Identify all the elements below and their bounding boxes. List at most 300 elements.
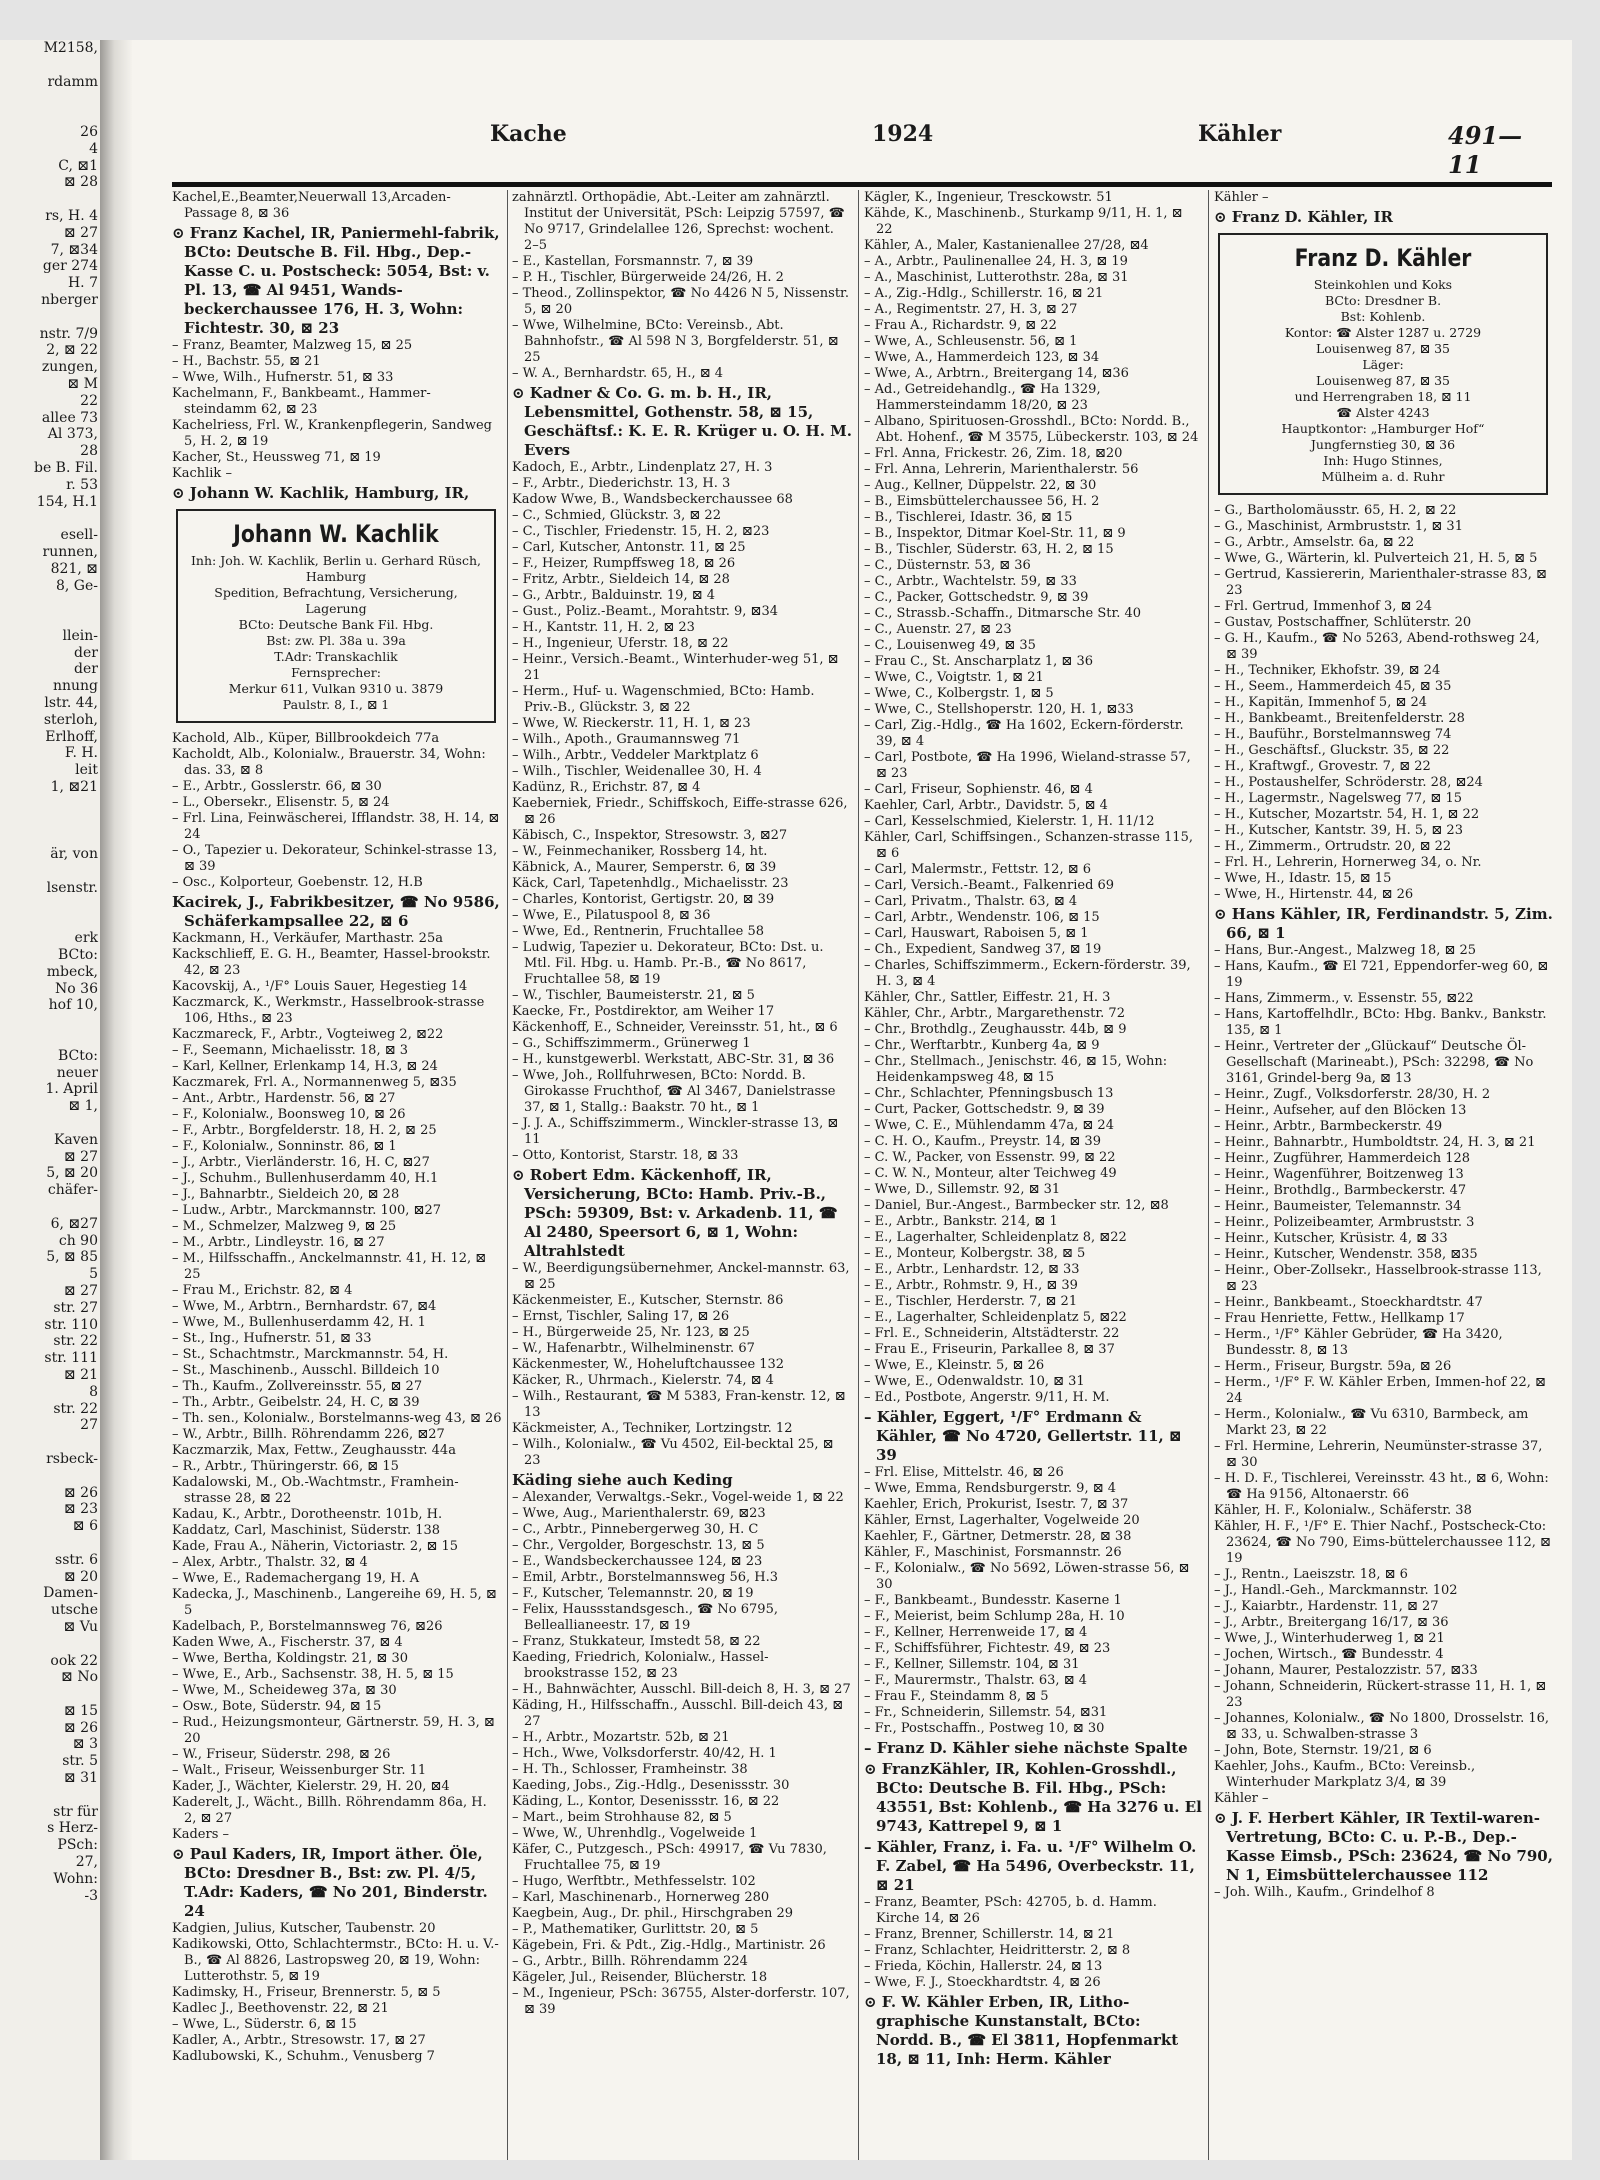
- prev-page-line: lsenstr.: [46, 879, 98, 896]
- prev-page-line: 5, ⊠ 20: [46, 1165, 98, 1182]
- directory-entry: Kaczmarek, Frl. A., Normannenweg 5, ⊠35: [172, 1075, 457, 1090]
- directory-entry: – Frl. Anna, Frickestr. 26, Zim. 18, ⊠20: [864, 446, 1123, 461]
- directory-entry: – Gust., Poliz.-Beamt., Morahtstr. 9, ⊠34: [512, 604, 778, 619]
- prev-page-line: ⊠ Vu: [63, 1618, 98, 1635]
- prev-page-line: 1. April: [45, 1081, 98, 1098]
- column-divider: [507, 190, 508, 2160]
- directory-entry: – Ad., Getreidehandlg., ☎ Ha 1329, Hammersteindamm 18/20, ⊠ 23: [864, 382, 1101, 413]
- directory-entry: – Wwe, W. Rieckerstr. 11, H. 1, ⊠ 23: [512, 716, 751, 731]
- advertisement-title: Franz D. Kähler: [1294, 244, 1472, 272]
- directory-entry: – Heinr., Baumeister, Telemannstr. 34: [1214, 1199, 1462, 1214]
- directory-entry: – J., Handl.-Geh., Marckmannstr. 102: [1214, 1583, 1458, 1598]
- directory-entry: – Heinr., Aufseher, auf den Blöcken 13: [1214, 1103, 1467, 1118]
- header-right-keyword: Kähler: [1198, 121, 1282, 147]
- prev-page-line: [0, 1787, 100, 1804]
- directory-entry: – Wwe, Ed., Rentnerin, Fruchtallee 58: [512, 924, 765, 939]
- directory-entry: – Wwe, A., Hammerdeich 123, ⊠ 34: [864, 350, 1100, 365]
- advertisement-line: ☎ Alster 4243: [1336, 405, 1430, 420]
- directory-entry: – Wilh., Kolonialw., ☎ Vu 4502, Eil-becktal 25, ⊠ 23: [512, 1437, 834, 1468]
- directory-entry: Kaddatz, Carl, Maschinist, Süderstr. 138: [172, 1523, 441, 1538]
- directory-entry: Käckenmeister, E., Kutscher, Sternstr. 86: [512, 1293, 784, 1308]
- directory-entry: – Walt., Friseur, Weissenburger Str. 11: [172, 1763, 427, 1778]
- prev-page-line: Damen-: [43, 1585, 98, 1602]
- directory-entry: – Carl, Friseur, Sophienstr. 46, ⊠ 4: [864, 782, 1093, 797]
- prev-page-line: llein-: [62, 627, 98, 644]
- directory-entry: – E., Arbtr., Rohmstr. 9, H., ⊠ 39: [864, 1278, 1078, 1293]
- directory-entry: Kägebein, Fri. & Pdt., Zig.-Hdlg., Martinistr. 26: [512, 1938, 826, 1953]
- directory-entry: – John, Bote, Sternstr. 19/21, ⊠ 6: [1214, 1743, 1432, 1758]
- directory-entry: – Heinr., Versich.-Beamt., Winterhuder-weg 51, ⊠ 21: [512, 652, 839, 683]
- prev-page-line: [0, 1434, 100, 1451]
- directory-entry: – Johann, Schneiderin, Rückert-strasse 11, H. 1, ⊠ 23: [1214, 1679, 1547, 1710]
- directory-entry: Kaehler, F., Gärtner, Detmerstr. 28, ⊠ 38: [864, 1529, 1132, 1544]
- directory-entry: – Chr., Brothdlg., Zeughausstr. 44b, ⊠ 9: [864, 1022, 1127, 1037]
- prev-page-line: [0, 1636, 100, 1653]
- directory-entry: – F., Kolonialw., ☎ No 5692, Löwen-strasse 56, ⊠ 30: [864, 1561, 1190, 1592]
- directory-entry: Kadalowski, M., Ob.-Wachtmstr., Framhein-strasse 28, ⊠ 22: [172, 1475, 459, 1506]
- directory-entry: – Wwe, H., Hirtenstr. 44, ⊠ 26: [1214, 887, 1414, 902]
- prev-page-line: ⊠ 27: [64, 1282, 98, 1299]
- directory-entry: – Jochen, Wirtsch., ☎ Bundesstr. 4: [1214, 1647, 1444, 1662]
- directory-entry: – Osw., Bote, Süderstr. 94, ⊠ 15: [172, 1699, 382, 1714]
- directory-entry: Kaczmarck, K., Werkmstr., Hasselbrook-strasse 106, Hths., ⊠ 23: [172, 995, 485, 1026]
- prev-page-line: [0, 913, 100, 930]
- prev-page-line: 27: [80, 1417, 98, 1434]
- advertisement-line: Paulstr. 8, I., ⊠ 1: [282, 697, 390, 712]
- directory-entry: – Carl, Kesselschmied, Kielerstr. 1, H. 11/12: [864, 814, 1155, 829]
- directory-entry: Kadler, A., Arbtr., Stresowstr. 17, ⊠ 27: [172, 2033, 426, 2048]
- prev-page-line: C, ⊠1: [58, 157, 98, 174]
- directory-entry: – Heinr., Zugführer, Hammerdeich 128: [1214, 1151, 1471, 1166]
- directory-entry-featured: ⊙ Kadner & Co. G. m. b. H., IR, Lebensmittel, Gothenstr. 58, ⊠ 15, Geschäftsf.: K. E. R. Krüger u. O. H. M. Evers: [512, 384, 852, 459]
- directory-entry: – Heinr., Ober-Zollsekr., Hasselbrook-strasse 113, ⊠ 23: [1214, 1263, 1542, 1294]
- directory-entry: – Herm., Friseur, Burgstr. 59a, ⊠ 26: [1214, 1359, 1452, 1374]
- column-3: [864, 190, 1202, 2180]
- prev-page-line: ⊠ 21: [64, 1366, 98, 1383]
- prev-page-line: allee 73: [41, 409, 98, 426]
- directory-entry: – Heinr., Wagenführer, Boitzenweg 13: [1214, 1167, 1464, 1182]
- directory-entry: Kähler, H. F., ¹/F° E. Thier Nachf., Postscheck-Cto: 23624, ☎ No 790, Eims-büttelerchaussee 112, ⊠ 19: [1214, 1519, 1551, 1566]
- prev-page-line: nstr. 7/9: [39, 325, 98, 342]
- prev-page-line: rs, H. 4: [45, 207, 98, 224]
- prev-page-line: ch 90: [58, 1232, 98, 1249]
- directory-entry: – Wwe, Joh., Rollfuhrwesen, BCto: Nordd. B. Girokasse Fruchthof, ☎ Al 3467, Danielstrasse 37, ⊠ 1, Stallg.: Baakstr. 70 ht., ⊠ 1: [512, 1068, 836, 1115]
- advertisement-line: BCto: Deutsche Bank Fil. Hbg.: [238, 617, 434, 632]
- prev-page-line: ⊠ 27: [64, 224, 98, 241]
- prev-page-line: ⊠ 20: [64, 1568, 98, 1585]
- directory-entry: – Frl. Lina, Feinwäscherei, Ifflandstr. 38, H. 14, ⊠ 24: [172, 811, 500, 842]
- directory-entry: Kackschlieff, E. G. H., Beamter, Hassel-brookstr. 42, ⊠ 23: [172, 947, 491, 978]
- directory-entry: – H., Bauführ., Borstelmannsweg 74: [1214, 727, 1452, 742]
- directory-entry: – H., Kraftwgf., Grovestr. 7, ⊠ 22: [1214, 759, 1431, 774]
- prev-page-line: [0, 107, 100, 124]
- prev-page-line: nberger: [41, 291, 98, 308]
- directory-entry: – Frau A., Richardstr. 9, ⊠ 22: [864, 318, 1057, 333]
- directory-entry: – Wwe, D., Sillemstr. 92, ⊠ 31: [864, 1182, 1061, 1197]
- directory-entry: – F., Kolonialw., Boonsweg 10, ⊠ 26: [172, 1107, 406, 1122]
- directory-entry: Kähler, Chr., Arbtr., Margarethenstr. 72: [864, 1006, 1125, 1021]
- directory-entry: – Karl, Kellner, Erlenkamp 14, H.3, ⊠ 24: [172, 1059, 438, 1074]
- directory-entry: – Carl, Privatm., Thalstr. 63, ⊠ 4: [864, 894, 1078, 909]
- prev-page-line: Wohn:: [53, 1870, 98, 1887]
- directory-entry: – H. D. F., Tischlerei, Vereinsstr. 43 ht., ⊠ 6, Wohn: ☎ Ha 9156, Altonaerstr. 66: [1214, 1471, 1549, 1502]
- prev-page-line: [0, 1014, 100, 1031]
- prev-page-line: str. 27: [53, 1299, 98, 1316]
- directory-entry: zahnärztl. Orthopädie, Abt.-Leiter am zahnärztl. Institut der Universität, PSch: Leipzig 57597, ☎ No 9717, Grindelallee 126, Sprechst: wochent. 2–5: [512, 190, 845, 253]
- directory-entry: Kähler, F., Maschinist, Forsmannstr. 26: [864, 1545, 1122, 1560]
- directory-entry: – H., Zimmerm., Ortrudstr. 20, ⊠ 22: [1214, 839, 1452, 854]
- directory-entry: Kägler, K., Ingenieur, Tresckowstr. 51: [864, 190, 1113, 205]
- prev-page-line: [0, 1686, 100, 1703]
- advertisement-line: Inh: Joh. W. Kachlik, Berlin u. Gerhard Rüsch, Hamburg: [190, 553, 481, 584]
- directory-entry: Kaeding, Friedrich, Kolonialw., Hassel-brookstrasse 152, ⊠ 23: [512, 1650, 769, 1681]
- directory-entry: – P. H., Tischler, Bürgerweide 24/26, H. 2: [512, 270, 784, 285]
- directory-entry-featured: ⊙ Paul Kaders, IR, Import äther. Öle, BCto: Dresdner B., Bst: zw. Pl. 4/5, T.Adr: Kaders, ☎ No 201, Binderstr. 24: [172, 1845, 488, 1920]
- directory-entry: – H., Postaushelfer, Schröderstr. 28, ⊠24: [1214, 775, 1483, 790]
- directory-entry: – E., Arbtr., Lenhardstr. 12, ⊠ 33: [864, 1262, 1080, 1277]
- directory-entry: Kachelmann, F., Bankbeamt., Hammer-steindamm 62, ⊠ 23: [172, 386, 431, 417]
- directory-entry: – Theod., Zollinspektor, ☎ No 4426 N 5, Nissenstr. 5, ⊠ 20: [512, 286, 849, 317]
- directory-entry: – Wwe, Aug., Marienthalerstr. 69, ⊠23: [512, 1506, 766, 1521]
- directory-entry: – Wilh., Arbtr., Veddeler Marktplatz 6: [512, 748, 759, 763]
- prev-page-line: 7, ⊠34: [50, 241, 98, 258]
- prev-page-line: der: [74, 661, 98, 678]
- prev-page-line: ⊠ 27: [64, 1148, 98, 1165]
- directory-entry: – Hugo, Werftbtr., Methfesselstr. 102: [512, 1874, 756, 1889]
- directory-entry: – Ed., Postbote, Angerstr. 9/11, H. M.: [864, 1390, 1110, 1405]
- directory-entry: Kaden Wwe, A., Fischerstr. 37, ⊠ 4: [172, 1635, 403, 1650]
- directory-entry: – B., Tischlerei, Idastr. 36, ⊠ 15: [864, 510, 1073, 525]
- advertisement-line: BCto: Dresdner B.: [1324, 293, 1442, 308]
- directory-entry: Käckenmester, W., Hoheluftchaussee 132: [512, 1357, 785, 1372]
- directory-entry: – Chr., Schlachter, Pfenningsbusch 13: [864, 1086, 1114, 1101]
- prev-page-line: är, von: [50, 846, 98, 863]
- directory-entry: – C., Auenstr. 27, ⊠ 23: [864, 622, 1012, 637]
- directory-entry: – Johannes, Kolonialw., ☎ No 1800, Drosselstr. 16, ⊠ 33, u. Schwalben-strasse 3: [1214, 1711, 1550, 1742]
- prev-page-line: BCto:: [57, 1047, 98, 1064]
- prev-page-line: nnung: [52, 678, 98, 695]
- prev-page-line: str für: [53, 1803, 98, 1820]
- directory-entry: – W., Tischler, Baumeisterstr. 21, ⊠ 5: [512, 988, 755, 1003]
- directory-entry: – H., Kutscher, Mozartstr. 54, H. 1, ⊠ 22: [1214, 807, 1480, 822]
- directory-entry: – C. W., Packer, von Essenstr. 99, ⊠ 22: [864, 1150, 1116, 1165]
- directory-entry: Kadlubowski, K., Schuhm., Venusberg 7: [172, 2049, 435, 2064]
- column-2: [512, 190, 852, 2180]
- directory-entry: Kadimsky, H., Friseur, Brennerstr. 5, ⊠ 5: [172, 1985, 441, 2000]
- prev-page-line: ⊠ 26: [64, 1484, 98, 1501]
- directory-entry: – Franz, Brenner, Schillerstr. 14, ⊠ 21: [864, 1927, 1115, 1942]
- directory-entry: – Wwe, E., Kleinstr. 5, ⊠ 26: [864, 1358, 1045, 1373]
- directory-entry: – Chr., Stellmach., Jenischstr. 46, ⊠ 15, Wohn: Heidenkampsweg 48, ⊠ 15: [864, 1054, 1168, 1085]
- directory-entry: – Heinr., Polizeibeamter, Armbruststr. 3: [1214, 1215, 1475, 1230]
- directory-entry: – Franz, Stukkateur, Imstedt 58, ⊠ 22: [512, 1634, 761, 1649]
- directory-entry: Kaders –: [172, 1827, 229, 1842]
- directory-entry: Kaeding, Jobs., Zig.-Hdlg., Desenissstr. 30: [512, 1778, 790, 1793]
- directory-entry: – Heinr., Kutscher, Krüsistr. 4, ⊠ 33: [1214, 1231, 1448, 1246]
- prev-page-line: ⊠ 15: [64, 1702, 98, 1719]
- prev-page-line: hof 10,: [48, 997, 98, 1014]
- directory-entry: – Wwe, C., Voigtstr. 1, ⊠ 21: [864, 670, 1044, 685]
- directory-entry: – A., Zig.-Hdlg., Schillerstr. 16, ⊠ 21: [864, 286, 1104, 301]
- directory-entry: – A., Maschinist, Lutterothstr. 28a, ⊠ 31: [864, 270, 1129, 285]
- directory-entry: – H., Seem., Hammerdeich 45, ⊠ 35: [1214, 679, 1452, 694]
- directory-entry: – Th. sen., Kolonialw., Borstelmanns-weg 43, ⊠ 26: [172, 1411, 502, 1426]
- prev-page-line: BCto:: [57, 947, 98, 964]
- column-divider: [1208, 190, 1209, 2160]
- directory-entry: – Heinr., Bankbeamt., Stoeckhardtstr. 47: [1214, 1295, 1483, 1310]
- directory-entry: Käfer, C., Putzgesch., PSch: 49917, ☎ Vu 7830, Fruchtallee 75, ⊠ 19: [512, 1842, 827, 1873]
- directory-entry-featured: – Kähler, Eggert, ¹/F° Erdmann & Kähler, ☎ No 4720, Gellertstr. 11, ⊠ 39: [864, 1408, 1182, 1464]
- directory-entry: – Th., Kaufm., Zollvereinsstr. 55, ⊠ 27: [172, 1379, 423, 1394]
- directory-entry: – Emil, Arbtr., Borstelmannsweg 56, H.3: [512, 1570, 779, 1585]
- directory-entry: – Wwe, Wilh., Hufnerstr. 51, ⊠ 33: [172, 370, 394, 385]
- directory-entry: – Felix, Haussstandsgesch., ☎ No 6795, Belleallianeestr. 17, ⊠ 19: [512, 1602, 778, 1633]
- advertisement-line: Louisenweg 87, ⊠ 35: [1315, 341, 1450, 356]
- prev-page-line: str. 22: [53, 1400, 98, 1417]
- directory-entry: – H., Kantstr. 11, H. 2, ⊠ 23: [512, 620, 695, 635]
- directory-entry: – F., Schiffsführer, Fichtestr. 49, ⊠ 23: [864, 1641, 1111, 1656]
- directory-entry: – Frl. Elise, Mittelstr. 46, ⊠ 26: [864, 1465, 1064, 1480]
- prev-page-line: runnen,: [42, 543, 98, 560]
- directory-entry: – Wwe, Emma, Rendsburgerstr. 9, ⊠ 4: [864, 1481, 1117, 1496]
- advertisement-line: Läger:: [1362, 357, 1404, 372]
- previous-page-sliver: [0, 40, 102, 2160]
- directory-entry: – H., Ingenieur, Uferstr. 18, ⊠ 22: [512, 636, 729, 651]
- directory-entry: – Carl, Postbote, ☎ Ha 1996, Wieland-strasse 57, ⊠ 23: [864, 750, 1191, 781]
- directory-entry: – F., Meierist, beim Schlump 28a, H. 10: [864, 1609, 1125, 1624]
- directory-entry: – Daniel, Bur.-Angest., Barmbecker str. 12, ⊠8: [864, 1198, 1169, 1213]
- prev-page-line: erk: [74, 930, 98, 947]
- directory-entry: – Franz, Beamter, Malzweg 15, ⊠ 25: [172, 338, 413, 353]
- directory-entry: Kachel,E.,Beamter,Neuerwall 13,Arcaden-Passage 8, ⊠ 36: [172, 190, 451, 221]
- directory-entry: – E., Tischler, Herderstr. 7, ⊠ 21: [864, 1294, 1078, 1309]
- directory-entry: Kähler, A., Maler, Kastanienallee 27/28, ⊠4: [864, 238, 1149, 253]
- directory-entry: – E., Lagerhalter, Schleidenplatz 5, ⊠22: [864, 1310, 1127, 1325]
- advertisement-line: Hauptkontor: „Hamburger Hof“: [1281, 421, 1485, 436]
- directory-entry: – Wwe, E., Odenwaldstr. 10, ⊠ 31: [864, 1374, 1085, 1389]
- directory-entry: – F., Kellner, Sillemstr. 104, ⊠ 31: [864, 1657, 1080, 1672]
- advertisement-line: Steinkohlen und Koks: [1313, 277, 1453, 292]
- prev-page-line: [0, 510, 100, 527]
- directory-entry: – Johann, Maurer, Pestalozzistr. 57, ⊠33: [1214, 1663, 1478, 1678]
- directory-entry: Kaehler, Johs., Kaufm., BCto: Vereinsb., Winterhuder Markplatz 3/4, ⊠ 39: [1214, 1759, 1476, 1790]
- directory-entry: Kadau, K., Arbtr., Dorotheenstr. 101b, H.: [172, 1507, 443, 1522]
- directory-entry: Kader, J., Wächter, Kielerstr. 29, H. 20, ⊠4: [172, 1779, 450, 1794]
- directory-entry: – J., Bahnarbtr., Sieldeich 20, ⊠ 28: [172, 1187, 400, 1202]
- directory-entry: – E., Monteur, Kolbergstr. 38, ⊠ 5: [864, 1246, 1086, 1261]
- directory-entry: – J. J. A., Schiffszimmerm., Winckler-strasse 13, ⊠ 11: [512, 1116, 839, 1147]
- directory-entry: – Mart., beim Strohhause 82, ⊠ 5: [512, 1810, 732, 1825]
- directory-entry: Kacher, St., Heussweg 71, ⊠ 19: [172, 450, 381, 465]
- prev-page-line: r. 53: [66, 476, 98, 493]
- directory-entry-featured: ⊙ J. F. Herbert Kähler, IR Textil-waren-Vertretung, BCto: C. u. P.-B., Dep.-Kasse Eimsb., PSch: 23624, ☎ No 790, N 1, Eimsbüttelerchaussee 112: [1214, 1809, 1553, 1884]
- directory-entry: – C. H. O., Kaufm., Preystr. 14, ⊠ 39: [864, 1134, 1101, 1149]
- directory-entry: – G., Bartholomäusstr. 65, H. 2, ⊠ 22: [1214, 503, 1457, 518]
- running-header: [182, 115, 1552, 179]
- directory-entry: – E., Arbtr., Bankstr. 214, ⊠ 1: [864, 1214, 1058, 1229]
- advertisement-line: Mülheim a. d. Ruhr: [1321, 469, 1445, 484]
- directory-entry: – Frau C., St. Anscharplatz 1, ⊠ 36: [864, 654, 1093, 669]
- directory-entry: Käding, L., Kontor, Desenissstr. 16, ⊠ 22: [512, 1794, 780, 1809]
- directory-entry: – Curt, Packer, Gottschedstr. 9, ⊠ 39: [864, 1102, 1105, 1117]
- directory-entry: – W., Beerdigungsübernehmer, Anckel-mannstr. 63, ⊠ 25: [512, 1261, 850, 1292]
- prev-page-line: ook 22: [50, 1652, 98, 1669]
- directory-entry: – E., Kastellan, Forsmannstr. 7, ⊠ 39: [512, 254, 754, 269]
- prev-page-line: lstr. 44,: [44, 695, 98, 712]
- prev-page-line: ⊠ 28: [64, 174, 98, 191]
- advertisement-box: [1218, 233, 1548, 495]
- directory-entry: – Hans, Zimmerm., v. Essenstr. 55, ⊠22: [1214, 991, 1474, 1006]
- prev-page-line: ⊠ 23: [64, 1501, 98, 1518]
- prev-page-line: 4: [89, 140, 98, 157]
- directory-entry: – C., Louisenweg 49, ⊠ 35: [864, 638, 1036, 653]
- directory-entry: – Wwe, E., Arb., Sachsenstr. 38, H. 5, ⊠ 15: [172, 1667, 454, 1682]
- directory-entry: – Carl, Hauswart, Raboisen 5, ⊠ 1: [864, 926, 1089, 941]
- directory-entry: – Wwe, C., Kolbergstr. 1, ⊠ 5: [864, 686, 1054, 701]
- directory-entry: – Hans, Kaufm., ☎ El 721, Eppendorfer-weg 60, ⊠ 19: [1214, 959, 1549, 990]
- directory-entry: Kadecka, J., Maschinenb., Langereihe 69, H. 5, ⊠ 5: [172, 1587, 497, 1618]
- directory-entry: – Wilh., Apoth., Graumannsweg 71: [512, 732, 741, 747]
- directory-entry: – Fr., Postschaffn., Postweg 10, ⊠ 30: [864, 1721, 1105, 1736]
- directory-entry: – Wilh., Tischler, Weidenallee 30, H. 4: [512, 764, 762, 779]
- directory-entry: – Charles, Kontorist, Gertigstr. 20, ⊠ 39: [512, 892, 775, 907]
- directory-entry: – E., Wandsbeckerchaussee 124, ⊠ 23: [512, 1554, 763, 1569]
- prev-page-line: [0, 57, 100, 74]
- directory-entry: Kade, Frau A., Näherin, Victoriastr. 2, ⊠ 15: [172, 1539, 459, 1554]
- directory-entry: – Wwe, W., Uhrenhdlg., Vogelweide 1: [512, 1826, 758, 1841]
- directory-entry: – Fr., Schneiderin, Sillemstr. 54, ⊠31: [864, 1705, 1108, 1720]
- advertisement-line: Merkur 611, Vulkan 9310 u. 3879: [228, 681, 444, 696]
- directory-entry: – A., Regimentstr. 27, H. 3, ⊠ 27: [864, 302, 1078, 317]
- prev-page-line: 22: [80, 392, 98, 409]
- directory-entry: – Hch., Wwe, Volksdorferstr. 40/42, H. 1: [512, 1746, 777, 1761]
- directory-entry: – B., Inspektor, Ditmar Koel-Str. 11, ⊠ 9: [864, 526, 1126, 541]
- prev-page-line: chäfer-: [47, 1182, 98, 1199]
- directory-entry: – St., Schachtmstr., Marckmannstr. 54, H.: [172, 1347, 449, 1362]
- directory-entry: – M., Hilfsschaffn., Anckelmannstr. 41, H. 12, ⊠ 25: [172, 1251, 487, 1282]
- prev-page-line: [0, 863, 100, 880]
- page-number: 491—11: [1448, 121, 1523, 179]
- directory-entry: – H., Kutscher, Kantstr. 39, H. 5, ⊠ 23: [1214, 823, 1463, 838]
- advertisement-line: Spedition, Befrachtung, Versicherung, Lagerung: [214, 585, 458, 616]
- directory-entry: – Wwe, M., Bullenhuserdamm 42, H. 1: [172, 1315, 426, 1330]
- advertisement-title: Johann W. Kachlik: [233, 520, 439, 548]
- directory-entry: Käcker, R., Uhrmach., Kielerstr. 74, ⊠ 4: [512, 1373, 774, 1388]
- prev-page-line: 5, ⊠ 85: [46, 1249, 98, 1266]
- directory-entry: – Wwe, C. E., Mühlendamm 47a, ⊠ 24: [864, 1118, 1114, 1133]
- directory-entry: – H., Bankbeamt., Breitenfelderstr. 28: [1214, 711, 1465, 726]
- prev-page-line: [0, 1199, 100, 1216]
- directory-entry-featured: ⊙ F. W. Kähler Erben, IR, Litho-graphische Kunstanstalt, BCto: Nordd. B., ☎ El 3811, Hopfenmarkt 18, ⊠ 11, Inh: Herm. Kähler: [864, 1993, 1179, 2068]
- directory-entry: – Wwe, Bertha, Koldingstr. 21, ⊠ 30: [172, 1651, 408, 1666]
- directory-entry: Kähler –: [1214, 190, 1269, 205]
- directory-entry: Kaczmarzik, Max, Fettw., Zeughausstr. 44a: [172, 1443, 456, 1458]
- directory-entry: Kähler –: [1214, 1791, 1269, 1806]
- directory-entry: Kacovskij, A., ¹/F° Louis Sauer, Hegestieg 14: [172, 979, 468, 994]
- directory-entry: Kachold, Alb., Küper, Billbrookdeich 77a: [172, 731, 440, 746]
- prev-page-line: 2, ⊠ 22: [46, 342, 98, 359]
- header-year: 1924: [872, 121, 934, 147]
- directory-entry: – Osc., Kolporteur, Goebenstr. 12, H.B: [172, 875, 423, 890]
- prev-page-line: 821, ⊠: [50, 560, 98, 577]
- prev-page-line: [0, 829, 100, 846]
- prev-page-line: s Herz-: [47, 1820, 98, 1837]
- prev-page-line: [0, 191, 100, 208]
- directory-entry: – C., Packer, Gottschedstr. 9, ⊠ 39: [864, 590, 1089, 605]
- prev-page-line: 28: [80, 443, 98, 460]
- directory-entry: – H., Geschäftsf., Gluckstr. 35, ⊠ 22: [1214, 743, 1450, 758]
- directory-entry: – Hans, Bur.-Angest., Malzweg 18, ⊠ 25: [1214, 943, 1477, 958]
- directory-entry-featured: – Kähler, Franz, i. Fa. u. ¹/F° Wilhelm O. F. Zabel, ☎ Ha 5496, Overbeckstr. 11, ⊠ 21: [864, 1838, 1197, 1894]
- prev-page-line: 27,: [75, 1854, 98, 1871]
- directory-entry: Kaderelt, J., Wächt., Billh. Röhrendamm 86a, H. 2, ⊠ 27: [172, 1795, 487, 1826]
- prev-page-line: [0, 1468, 100, 1485]
- directory-entry: – C., Strassb.-Schaffn., Ditmarsche Str. 40: [864, 606, 1142, 621]
- advertisement-line: Bst: zw. Pl. 38a u. 39a: [266, 633, 406, 648]
- directory-entry: – Wwe, A., Schleusenstr. 56, ⊠ 1: [864, 334, 1078, 349]
- directory-entry: – Carl, Zig.-Hdlg., ☎ Ha 1602, Eckern-förderstr. 39, ⊠ 4: [864, 718, 1184, 749]
- directory-entry: – Heinr., Zugf., Volksdorferstr. 28/30, H. 2: [1214, 1087, 1491, 1102]
- directory-entry: – H. Th., Schlosser, Framheinstr. 38: [512, 1762, 748, 1777]
- directory-entry: Käckenhoff, E., Schneider, Vereinsstr. 51, ht., ⊠ 6: [512, 1020, 838, 1035]
- directory-entry: – Carl, Versich.-Beamt., Falkenried 69: [864, 878, 1115, 893]
- prev-page-line: No 36: [55, 980, 98, 997]
- directory-entry: Kadoch, E., Arbtr., Lindenplatz 27, H. 3: [512, 460, 773, 475]
- directory-entry: – Charles, Schiffszimmerm., Eckern-förderstr. 39, H. 3, ⊠ 4: [864, 958, 1191, 989]
- directory-entry: – Otto, Kontorist, Starstr. 18, ⊠ 33: [512, 1148, 739, 1163]
- prev-page-line: [0, 813, 100, 830]
- directory-entry: – H., Lagermstr., Nagelsweg 77, ⊠ 15: [1214, 791, 1463, 806]
- directory-entry: – E., Lagerhalter, Schleidenplatz 8, ⊠22: [864, 1230, 1127, 1245]
- directory-entry: – F., Kellner, Herrenweide 17, ⊠ 4: [864, 1625, 1088, 1640]
- directory-entry: – Frau E., Friseurin, Parkallee 8, ⊠ 37: [864, 1342, 1115, 1357]
- prev-page-line: ⊠ M: [67, 375, 98, 392]
- directory-entry: – H., kunstgewerbl. Werkstatt, ABC-Str. 31, ⊠ 36: [512, 1052, 835, 1067]
- directory-entry: Kaeberniek, Friedr., Schiffskoch, Eiffe-strasse 626, ⊠ 26: [512, 796, 848, 827]
- prev-page-line: [0, 1115, 100, 1132]
- directory-entry: – H., Bahnwächter, Ausschl. Bill-deich 8, H. 3, ⊠ 27: [512, 1682, 851, 1697]
- directory-entry: – F., Maurermstr., Thalstr. 63, ⊠ 4: [864, 1673, 1087, 1688]
- directory-entry: – Ludwig, Tapezier u. Dekorateur, BCto: Dst. u. Mtl. Fil. Hbg. u. Hamb. Pr.-B., ☎ No 8617, Fruchtallee 58, ⊠ 19: [512, 940, 824, 987]
- directory-entry: – Wwe, C., Stellshoperstr. 120, H. 1, ⊠33: [864, 702, 1134, 717]
- directory-entry: – H., Techniker, Ekhofstr. 39, ⊠ 24: [1214, 663, 1441, 678]
- directory-entry-featured: Käding siehe auch Keding: [512, 1471, 733, 1489]
- directory-entry: – Franz, Beamter, PSch: 42705, b. d. Hamm. Kirche 14, ⊠ 26: [864, 1895, 1157, 1926]
- directory-entry: – St., Maschinenb., Ausschl. Billdeich 10: [172, 1363, 440, 1378]
- directory-entry: – B., Tischler, Süderstr. 63, H. 2, ⊠ 15: [864, 542, 1114, 557]
- directory-entry: – Carl, Arbtr., Wendenstr. 106, ⊠ 15: [864, 910, 1100, 925]
- directory-entry: – Franz, Schlachter, Heidritterstr. 2, ⊠ 8: [864, 1943, 1131, 1958]
- directory-entry: Kähler, Carl, Schiffsingen., Schanzen-strasse 115, ⊠ 6: [864, 830, 1193, 861]
- prev-page-line: utsche: [51, 1602, 98, 1619]
- directory-entry: – J., Rentn., Laeiszstr. 18, ⊠ 6: [1214, 1567, 1408, 1582]
- directory-entry: Käding, H., Hilfsschaffn., Ausschl. Bill-deich 43, ⊠ 27: [512, 1698, 844, 1729]
- directory-entry-featured: ⊙ Johann W. Kachlik, Hamburg, IR,: [172, 484, 470, 502]
- prev-page-line: ⊠ 26: [64, 1719, 98, 1736]
- directory-entry: Kähde, K., Maschinenb., Sturkamp 9/11, H. 1, ⊠ 22: [864, 206, 1183, 237]
- directory-entry: Kadlec J., Beethovenstr. 22, ⊠ 21: [172, 2001, 389, 2016]
- column-4: [1214, 190, 1554, 2180]
- directory-entry: – Carl, Malermstr., Fettstr. 12, ⊠ 6: [864, 862, 1091, 877]
- directory-entry: – Wwe, H., Idastr. 15, ⊠ 15: [1214, 871, 1392, 886]
- prev-page-line: ⊠ 1,: [68, 1098, 98, 1115]
- advertisement-line: Louisenweg 87, ⊠ 35: [1315, 373, 1450, 388]
- directory-entry: – Chr., Werftarbtr., Kunberg 4a, ⊠ 9: [864, 1038, 1100, 1053]
- directory-entry: – Karl, Maschinenarb., Hornerweg 280: [512, 1890, 770, 1905]
- directory-entry: – Heinr., Vertreter der „Glückauf“ Deutsche Öl-Gesellschaft (Marineabt.), PSch: 32298, ☎ No 3161, Grindel-berg 9a, ⊠ 13: [1214, 1039, 1534, 1086]
- directory-entry: – E., Arbtr., Gosslerstr. 66, ⊠ 30: [172, 779, 382, 794]
- advertisement-line: Bst: Kohlenb.: [1340, 309, 1426, 324]
